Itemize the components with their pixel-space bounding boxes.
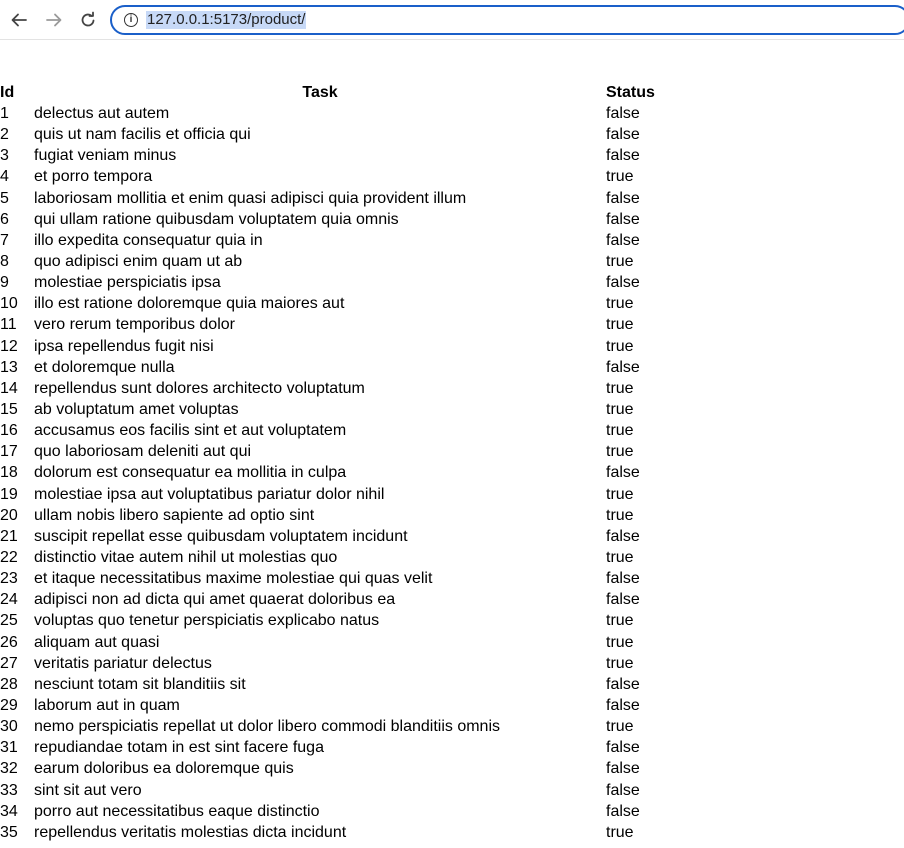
address-bar[interactable] [110,5,904,35]
row-task-cell: porro aut necessitatibus eaque distinctio [34,802,320,820]
row-id-cell: 35 [0,823,18,841]
row-id-cell: 4 [0,168,9,186]
reload-icon [79,11,97,29]
table-row [0,716,686,737]
row-status-cell: true [606,485,634,503]
table-row [0,568,686,589]
row-status-cell: true [606,549,634,567]
table-row [0,378,686,399]
table-row [0,441,686,462]
row-status-cell: false [606,760,640,778]
table-row [0,674,686,695]
product-table [0,82,686,843]
table-row [0,780,686,801]
row-status-cell: false [606,231,640,249]
row-id-cell: 1 [0,105,9,123]
row-id-cell: 11 [0,316,17,334]
row-status-cell: false [606,274,640,292]
row-task-cell: adipisci non ad dicta qui amet quaerat doloribus ea [34,591,396,609]
header-id: Id [0,84,15,101]
table-row [0,695,686,716]
row-status-cell: false [606,189,640,207]
reload-button[interactable] [77,9,99,31]
row-id-cell: 27 [0,654,18,672]
row-status-cell: true [606,633,634,651]
row-task-cell: earum doloribus ea doloremque quis [34,760,294,778]
row-task-cell: molestiae ipsa aut voluptatibus pariatur dolor nihil [34,485,385,503]
row-id-cell: 9 [0,274,9,292]
row-status-cell: false [606,464,640,482]
row-task-cell: aliquam aut quasi [34,633,160,651]
row-id-cell: 5 [0,189,9,207]
row-task-cell: delectus aut autem [34,105,170,123]
row-task-cell: accusamus eos facilis sint et aut voluptatem [34,422,347,440]
table-row [0,251,686,272]
row-task-cell: laborum aut in quam [34,697,180,714]
row-task-cell: suscipit repellat esse quibusdam voluptatem incidunt [34,527,408,545]
row-task-cell: quo laboriosam deleniti aut qui [34,443,252,461]
table-row [0,547,686,568]
row-status-cell: false [606,126,640,144]
row-id-cell: 30 [0,718,18,736]
row-task-cell: fugiat veniam minus [34,147,177,165]
table-row [0,822,686,843]
row-task-cell: repudiandae totam in est sint facere fuga [34,739,324,757]
row-task-cell: ab voluptatum amet voluptas [34,401,239,419]
row-status-cell: true [606,168,634,186]
table-row [0,462,686,483]
row-id-cell: 2 [0,126,9,144]
arrow-right-icon [45,11,63,29]
row-status-cell: true [606,718,634,736]
row-id-cell: 23 [0,570,18,588]
browser-toolbar [0,0,904,40]
table-row [0,272,686,293]
row-status-cell: true [606,506,634,524]
row-task-cell: ullam nobis libero sapiente ad optio sint [34,506,315,524]
table-body [0,103,686,843]
table-row [0,801,686,822]
table-row [0,188,686,209]
row-id-cell: 21 [0,527,18,545]
row-status-cell: false [606,591,640,609]
row-id-cell: 33 [0,781,18,799]
row-task-cell: nemo perspiciatis repellat ut dolor libero commodi blanditiis omnis [34,718,500,736]
forward-button[interactable] [43,9,65,31]
row-id-cell: 24 [0,591,18,609]
header-task: Task [302,84,338,101]
row-id-cell: 14 [0,379,18,397]
row-task-cell: voluptas quo tenetur perspiciatis explicabo natus [34,612,380,630]
row-task-cell: illo est ratione doloremque quia maiores aut [34,295,345,313]
row-id-cell: 18 [0,464,18,482]
row-status-cell: false [606,802,640,820]
row-status-cell: false [606,358,640,376]
row-id-cell: 22 [0,549,18,567]
row-id-cell: 19 [0,485,18,503]
back-button[interactable] [8,9,30,31]
row-id-cell: 10 [0,295,18,313]
row-id-cell: 13 [0,358,18,376]
row-status-cell: false [606,527,640,545]
table-row [0,484,686,505]
row-id-cell: 29 [0,697,18,714]
row-status-cell: true [606,253,634,271]
row-status-cell: true [606,422,634,440]
row-status-cell: false [606,570,640,588]
row-status-cell: true [606,316,634,334]
row-id-cell: 28 [0,675,18,693]
row-task-cell: distinctio vitae autem nihil ut molestias quo [34,549,338,567]
row-status-cell: false [606,781,640,799]
row-task-cell: sint sit aut vero [34,781,142,799]
row-status-cell: true [606,401,634,419]
row-task-cell: repellendus veritatis molestias dicta incidunt [34,823,347,841]
table-row [0,610,686,631]
row-task-cell: et itaque necessitatibus maxime molestiae qui quas velit [34,570,433,588]
table-row [0,420,686,441]
row-status-cell: false [606,675,640,693]
row-id-cell: 15 [0,401,18,419]
table-row [0,653,686,674]
table-row [0,314,686,335]
row-status-cell: true [606,379,634,397]
row-id-cell: 3 [0,147,9,165]
info-icon[interactable]: i [124,13,138,27]
table-row [0,145,686,166]
row-task-cell: ipsa repellendus fugit nisi [34,337,214,355]
table-row [0,399,686,420]
table-row [0,124,686,145]
row-task-cell: laboriosam mollitia et enim quasi adipisci quia provident illum [34,189,467,207]
table-row [0,632,686,653]
row-id-cell: 12 [0,337,18,355]
table-header-row [0,82,686,103]
row-status-cell: false [606,697,640,714]
row-task-cell: molestiae perspiciatis ipsa [34,274,221,292]
row-id-cell: 20 [0,506,18,524]
row-status-cell: true [606,823,634,841]
row-status-cell: true [606,612,634,630]
row-id-cell: 32 [0,760,18,778]
row-status-cell: true [606,295,634,313]
arrow-left-icon [10,11,28,29]
row-id-cell: 26 [0,633,18,651]
table-row [0,737,686,758]
row-task-cell: qui ullam ratione quibusdam voluptatem quia omnis [34,210,399,228]
table-row [0,505,686,526]
row-id-cell: 17 [0,443,18,461]
row-status-cell: false [606,739,640,757]
row-task-cell: veritatis pariatur delectus [34,654,212,672]
table-row [0,293,686,314]
row-id-cell: 6 [0,210,9,228]
row-task-cell: et porro tempora [34,168,153,186]
table-row [0,103,686,124]
row-status-cell: false [606,147,640,165]
table-row [0,166,686,187]
url-text[interactable]: 127.0.0.1:5173/product/ [147,11,306,28]
row-status-cell: false [606,105,640,123]
row-task-cell: nesciunt totam sit blanditiis sit [34,675,246,693]
row-task-cell: quo adipisci enim quam ut ab [34,253,243,271]
row-id-cell: 7 [0,231,9,249]
table-row [0,758,686,779]
header-status: Status [606,84,655,101]
table-row [0,589,686,610]
row-task-cell: et doloremque nulla [34,358,175,376]
row-task-cell: illo expedita consequatur quia in [34,231,263,249]
row-task-cell: quis ut nam facilis et officia qui [34,126,251,144]
table-row [0,209,686,230]
row-id-cell: 31 [0,739,18,757]
table-row [0,526,686,547]
row-id-cell: 25 [0,612,18,630]
row-status-cell: false [606,210,640,228]
table-row [0,357,686,378]
row-task-cell: repellendus sunt dolores architecto voluptatum [34,379,365,397]
row-id-cell: 8 [0,253,9,271]
row-status-cell: true [606,443,634,461]
row-status-cell: true [606,654,634,672]
table-row [0,230,686,251]
row-id-cell: 34 [0,802,18,820]
row-task-cell: dolorum est consequatur ea mollitia in culpa [34,464,347,482]
row-task-cell: vero rerum temporibus dolor [34,316,235,334]
row-id-cell: 16 [0,422,18,440]
row-status-cell: true [606,337,634,355]
table-row [0,336,686,357]
